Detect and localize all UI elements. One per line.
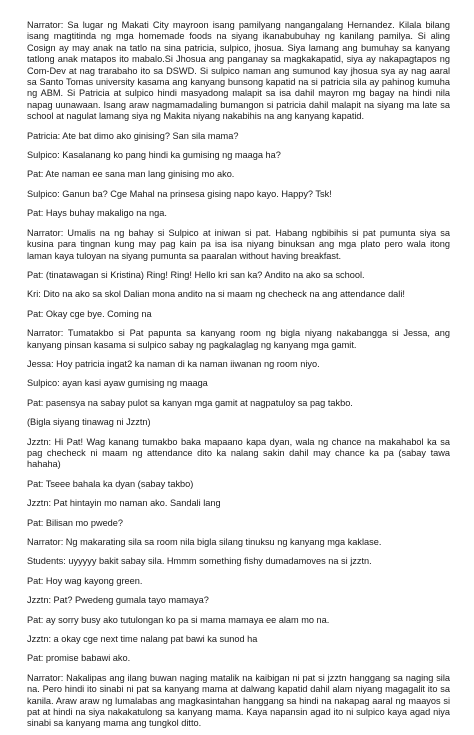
dialogue-line: Jessa: Hoy patricia ingat2 ka naman di ka naman iiwanan ng room niyo. xyxy=(27,358,320,369)
dialogue-line: Pat: Okay cge bye. Coming na xyxy=(27,308,152,319)
dialogue-line: Pat: Tseee bahala ka dyan (sabay takbo) xyxy=(27,478,194,489)
dialogue-line: Pat: Ate naman ee sana man lang ginising mo ako. xyxy=(27,169,235,180)
narrator-paragraph-intro: Narrator: Sa lugar ng Makati City mayroon isang pamilyang nangangalang Hernandez. Kilala bilang isang magtitinda ng mga homemade foods na siyang ikanabubuhay ng kanilang pamilya. Si aling Cosign ay may anak na tatlo na sina patricia, sulpico, jhosua. Siya lamang ang bumuhay sa kanyang tatlong anak matapos ito mabalo.Si Jhosua ang panganay sa magkakapatid, siya ay nakapagtapos ng Com-Dev at nag trarabaho ito sa DSWD. Si sulpico naman ang sumunod kay jhosua sya ay nag aaral sa Santo Tomas university kasama ang kanyang bunsong kapatid na si patricia sila ay pahinog kumuha ng ABM. Si Patricia at sulpico hindi masyadong malapit sa isa dahil mayron mg bagay na hindi nila napag uunawaan. Isang araw nagmamadaling bumangon si patricia dahil malapit na siyang ma late sa school at nagulat lamang siya ng Makita niyang nakabihis na ang kanyang kapatid. xyxy=(27,20,450,122)
dialogue-line: Pat: ay sorry busy ako tutulongan ko pa si mama mamaya ee alam mo na. xyxy=(27,614,330,625)
dialogue-line: Pat: promise babawi ako. xyxy=(27,653,131,664)
dialogue-line: Sulpico: ayan kasi ayaw gumising ng maaga xyxy=(27,378,208,389)
dialogue-line: Kri: Dito na ako sa skol Dalian mona andito na si maam ng checheck na ang attendance dali! xyxy=(27,289,405,300)
dialogue-line: Sulpico: Kasalanang ko pang hindi ka gumising ng maaga ha? xyxy=(27,150,281,161)
narrator-paragraph-closing: Narrator: Nakalipas ang ilang buwan naging matalik na kaibigan ni pat si jzztn hanggang sa naging sila na. Pero hindi ito sinabi ni pat sa kanyang mama at dalwang kapatid dahil alam niyang magagalit ito sa kanila. Araw araw ng lumalabas ang magkasintahan hanggang sa hindi na nakapag aaral ng maayos si pat at hindi na siya nakakatulong sa kanyang mama. Kaya napansin agad ito ni sulpico kaya agad niya sinabi sa kanyang mama ang tungkol ditto. xyxy=(27,672,450,729)
stage-direction: (Bigla siyang tinawag ni Jzztn) xyxy=(27,417,151,428)
narrator-paragraph: Narrator: Umalis na ng bahay si Sulpico at iniwan si pat. Habang ngbibihis si pat pumunta siya sa kusina para tingnan kung may pag kain pa isa isa niyang binuksan ang mga plato pero wala itong laman kaya tuloyan na siyang pumunta sa paaralan without having breakfast. xyxy=(27,227,450,261)
dialogue-line: Jzztn: a okay cge next time nalang pat bawi ka sunod ha xyxy=(27,634,258,645)
dialogue-line: Pat: Hoy wag kayong green. xyxy=(27,575,143,586)
narrator-paragraph: Narrator: Tumatakbo si Pat papunta sa kanyang room ng bigla niyang nakabangga si Jessa, ang kanyang pinsan kasama si sulpico sabay ng pagkalaglag ng kanyang mga gamit. xyxy=(27,328,450,350)
dialogue-line: Jzztn: Hi Pat! Wag kanang tumakbo baka mapaano kapa dyan, wala ng chance na makahabol ka sa pag checheck ni maam ng attendance dito ka nalang sakin dahil may chance ka pa (sabay tawa hahaha) xyxy=(27,436,450,470)
dialogue-line: Pat: pasensya na sabay pulot sa kanyan mga gamit at nagpatuloy sa pag takbo. xyxy=(27,397,353,408)
dialogue-line: Jzztn: Pat hintayin mo naman ako. Sandali lang xyxy=(27,498,221,509)
dialogue-line: Sulpico: Ganun ba? Cge Mahal na prinsesa gising napo kayo. Happy? Tsk! xyxy=(27,188,332,199)
dialogue-line: Patricia: Ate bat dimo ako ginising? San sila mama? xyxy=(27,130,239,141)
dialogue-line: Students: uyyyyy bakit sabay sila. Hmmm something fishy dumadamoves na si jzztn. xyxy=(27,556,372,567)
dialogue-line: Pat: Bilisan mo pwede? xyxy=(27,517,124,528)
dialogue-line: Jzztn: Pat? Pwedeng gumala tayo mamaya? xyxy=(27,595,209,606)
dialogue-line: Pat: Hays buhay makaligo na nga. xyxy=(27,208,167,219)
narrator-paragraph: Narrator: Ng makarating sila sa room nila bigla silang tinuksu ng kanyang mga kaklase. xyxy=(27,537,382,547)
dialogue-line: Pat: (tinatawagan si Kristina) Ring! Ring! Hello kri san ka? Andito na ako sa school. xyxy=(27,269,365,280)
